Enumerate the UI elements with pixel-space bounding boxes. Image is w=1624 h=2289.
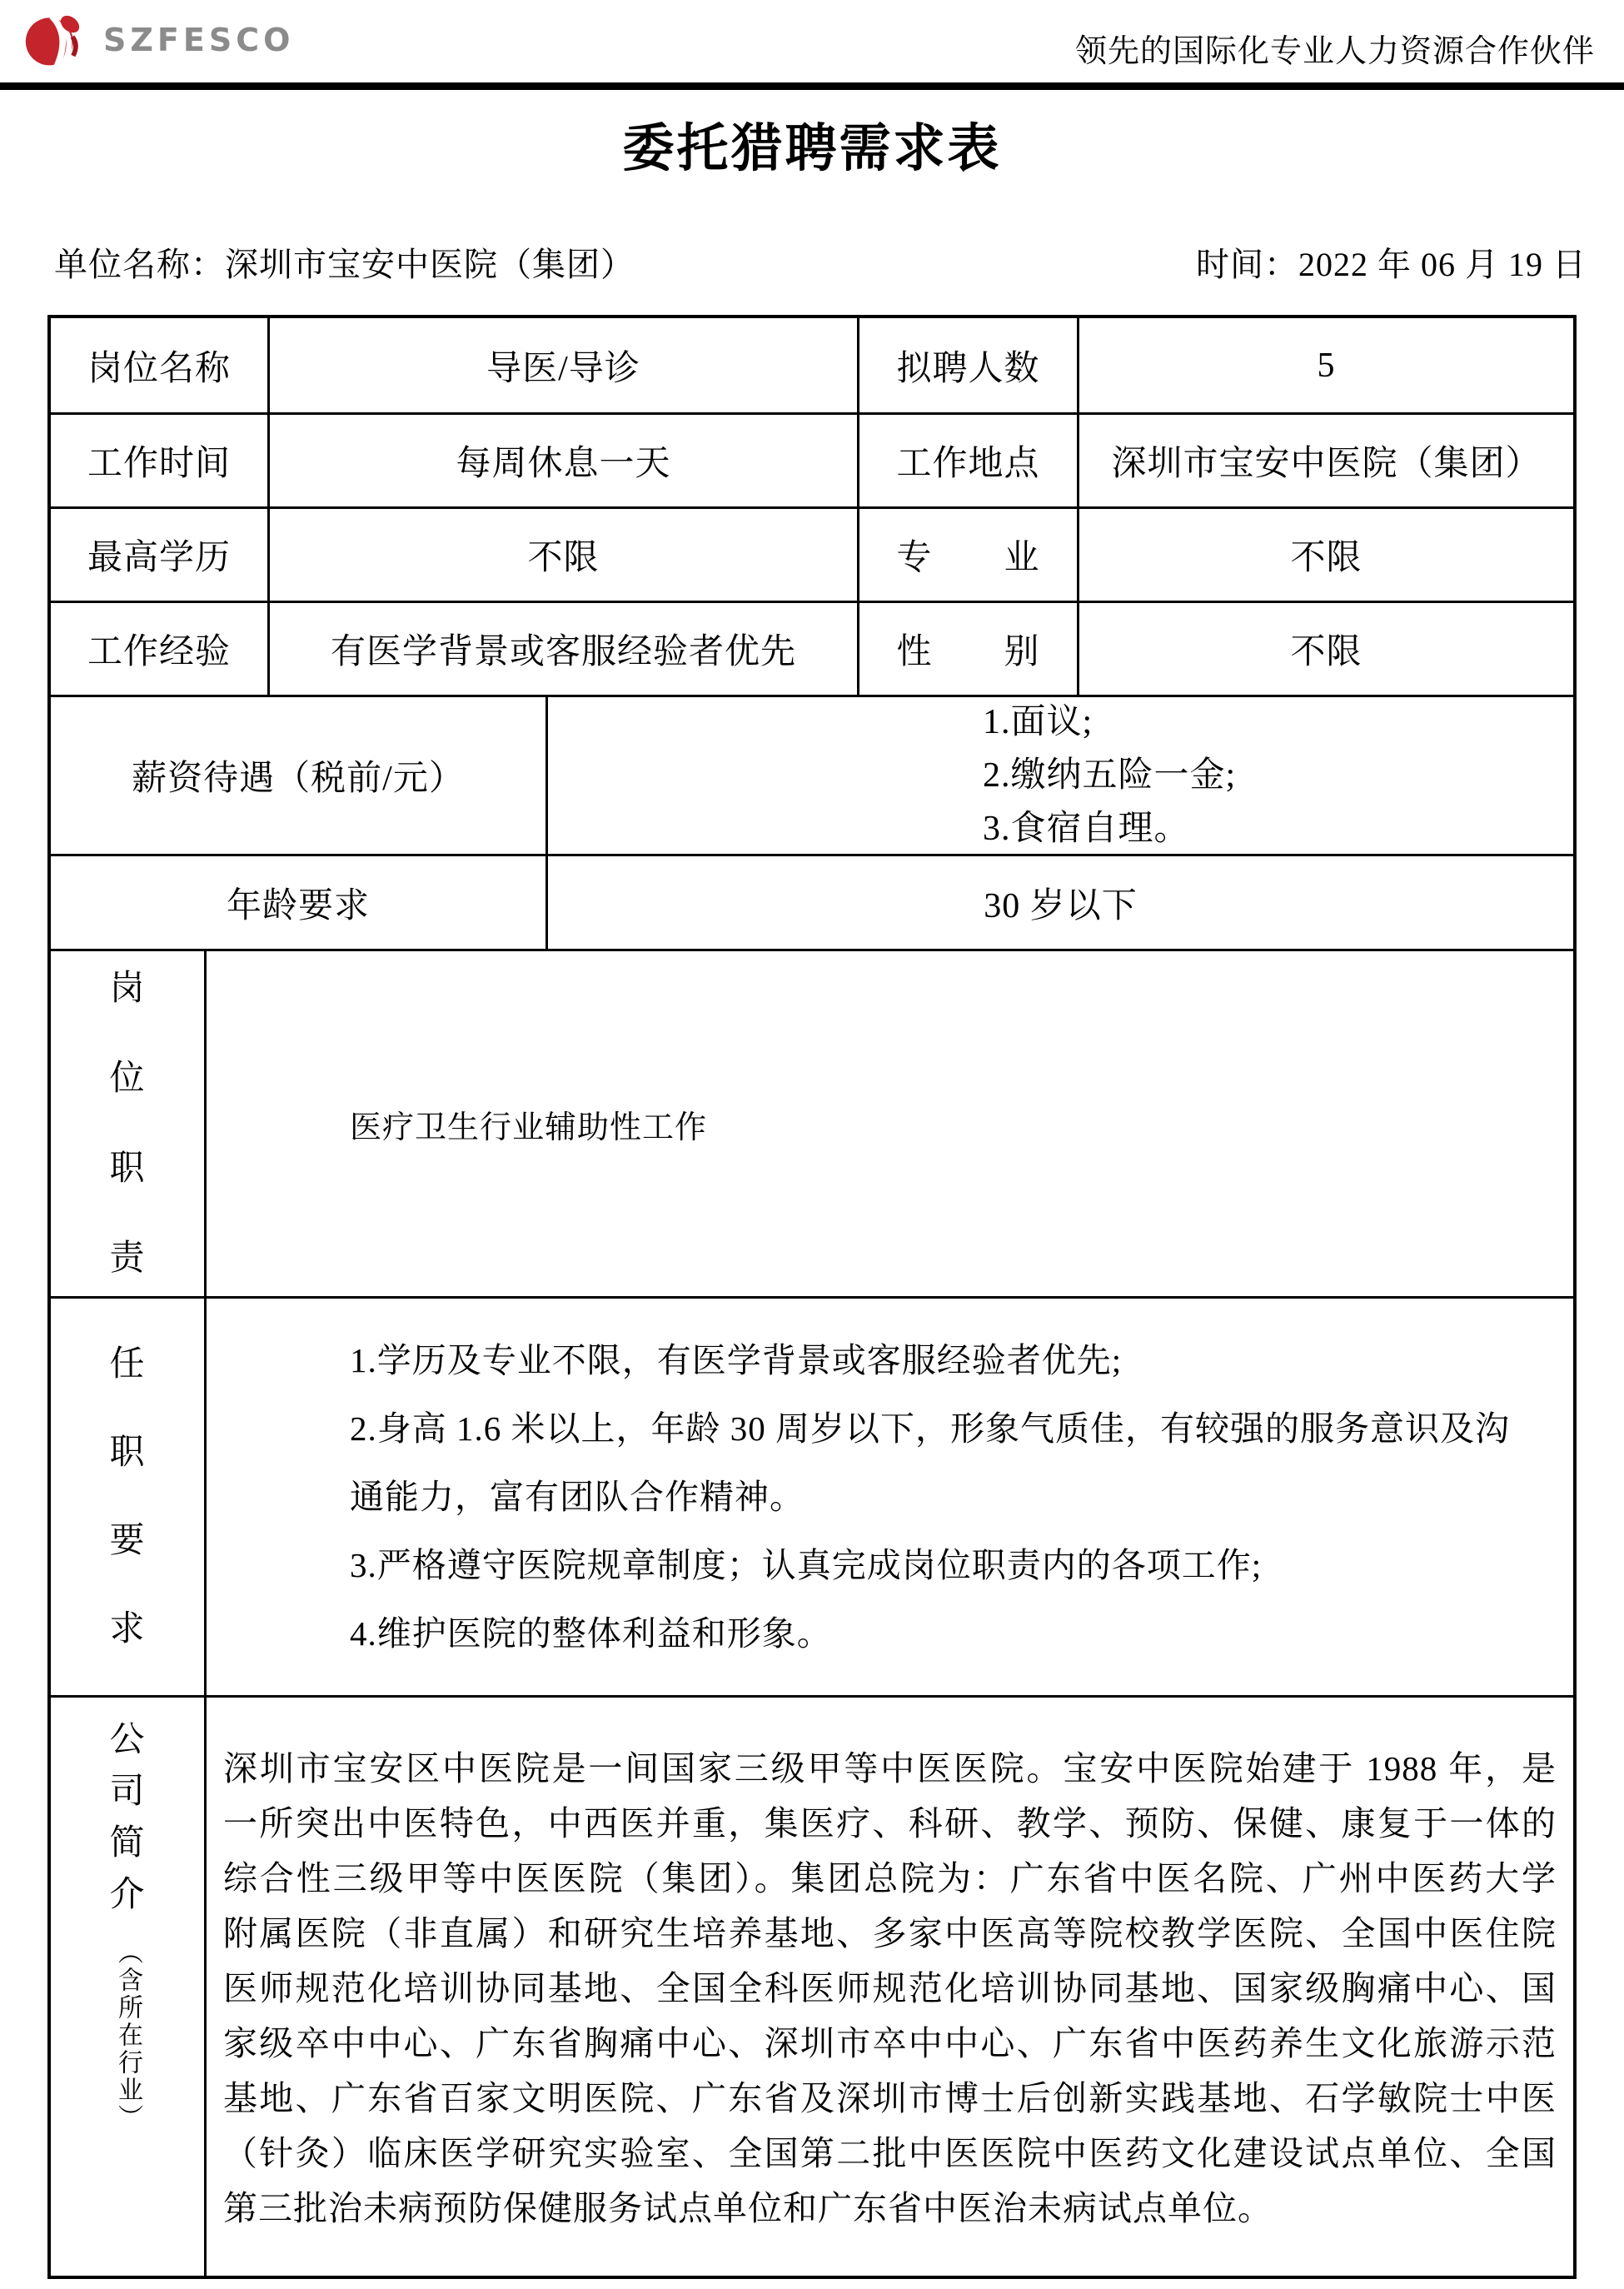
requirement-label-char: 职 <box>109 1434 146 1472</box>
duty-label-char: 职 <box>109 1149 146 1188</box>
major-label: 专 业 <box>857 509 1077 601</box>
worktime-value: 每周休息一天 <box>267 415 857 506</box>
salary-item: 1.面议; <box>983 703 1093 741</box>
requirement-line: 通能力，富有团队合作精神。 <box>350 1478 805 1516</box>
salary-item: 2.缴纳五险一金; <box>983 756 1237 795</box>
szfesco-logo-icon <box>23 8 87 72</box>
salary-label: 薪资待遇（税前/元） <box>132 760 465 798</box>
unit-name-label: 单位名称： <box>54 246 225 283</box>
headcount-value: 5 <box>1077 318 1573 412</box>
company-content <box>204 1698 1573 2276</box>
gender-value: 不限 <box>1077 603 1573 695</box>
position-name-value: 导医/导诊 <box>267 318 857 412</box>
unit-name <box>54 238 635 286</box>
duty-content: 医疗卫生行业辅助性工作 <box>204 951 1573 1296</box>
header-tagline: 领先的国际化专业人力资源合作伙伴 <box>1074 34 1595 69</box>
table-row-worktime <box>51 412 1573 506</box>
page-title: 委托猎聘需求表 <box>622 117 1002 178</box>
age-value: 30 岁以下 <box>545 856 1573 949</box>
table-row-salary <box>51 695 1573 854</box>
company-line: 综合性三级甲等中医医院（集团）。集团总院为：广东省中医名院、广州中医药大学 <box>223 1859 1557 1898</box>
requirement-table <box>47 315 1577 2279</box>
workplace-value: 深圳市宝安中医院（集团） <box>1077 415 1573 506</box>
company-line: 一所突出中医特色，中西医并重，集医疗、科研、教学、预防、保健、康复于一体的 <box>223 1804 1557 1843</box>
company-line: 基地、广东省百家文明医院、广东省及深圳市博士后创新实践基地、石学敏院士中医 <box>223 2079 1557 2117</box>
requirement-label-char: 要 <box>109 1522 146 1560</box>
workplace-label: 工作地点 <box>857 415 1077 506</box>
experience-value: 有医学背景或客服经验者优先 <box>267 603 857 695</box>
table-row-position <box>51 318 1573 412</box>
company-line: 第三批治未病预防保健服务试点单位和广东省中医治未病试点单位。 <box>223 2189 1273 2227</box>
form-date-value: 2022 年 06 月 19 日 <box>1298 246 1587 283</box>
company-label-char: 介 <box>109 1876 146 1914</box>
major-value: 不限 <box>1077 509 1573 601</box>
table-row-duty <box>51 949 1573 1296</box>
education-label: 最高学历 <box>87 539 231 577</box>
company-label-char: 司 <box>109 1773 146 1811</box>
unit-name-value: 深圳市宝安中医院（集团） <box>225 246 635 283</box>
salary-value <box>545 697 1573 854</box>
requirement-label-char: 任 <box>109 1345 146 1384</box>
company-line: （针灸）临床医学研究实验室、全国第二批中医医院中医药文化建设试点单位、全国 <box>223 2134 1557 2172</box>
header-rule <box>0 82 1624 90</box>
duty-label-char: 岗 <box>109 970 146 1008</box>
duty-label-char: 位 <box>109 1060 146 1098</box>
salary-item: 3.食宿自理。 <box>983 810 1190 848</box>
requirement-line: 4.维护医院的整体利益和形象。 <box>350 1614 832 1653</box>
gender-label: 性 别 <box>857 603 1077 695</box>
company-line: 医师规范化培训协同基地、全国全科医师规范化培训协同基地、国家级胸痛中心、国 <box>223 1969 1557 2007</box>
age-label: 年龄要求 <box>226 886 370 925</box>
company-line: 家级卒中中心、广东省胸痛中心、深圳市卒中中心、广东省中医药养生文化旅游示范 <box>223 2024 1557 2062</box>
table-row-education <box>51 506 1573 601</box>
requirement-line: 2.身高 1.6 米以上，年龄 30 周岁以下，形象气质佳，有较强的服务意识及沟 <box>350 1409 1510 1448</box>
company-line: 附属医院（非直属）和研究生培养基地、多家中医高等院校教学医院、全国中医住院 <box>223 1914 1557 1952</box>
requirement-content <box>204 1299 1573 1695</box>
company-label-char: 简 <box>109 1824 146 1863</box>
position-name-label: 岗位名称 <box>87 349 231 388</box>
worktime-label: 工作时间 <box>87 445 231 483</box>
form-date <box>1196 238 1587 286</box>
company-label <box>51 1698 204 2276</box>
education-value: 不限 <box>267 509 857 601</box>
headcount-label: 拟聘人数 <box>857 318 1077 412</box>
duty-label-char: 责 <box>109 1239 146 1278</box>
table-row-company <box>51 1695 1573 2276</box>
table-row-experience <box>51 601 1573 695</box>
form-date-label: 时间： <box>1196 246 1298 283</box>
requirement-label-char: 求 <box>109 1610 146 1648</box>
experience-label: 工作经验 <box>87 633 231 671</box>
duty-label <box>51 951 204 1296</box>
company-label-char: 公 <box>109 1721 146 1759</box>
requirement-label <box>51 1299 204 1695</box>
meta-row <box>54 238 1587 286</box>
table-row-age <box>51 854 1573 949</box>
requirement-line: 3.严格遵守医院规章制度；认真完成岗位职责内的各项工作; <box>350 1546 1263 1584</box>
brand-logo <box>23 8 294 72</box>
brand-name: SZFESCO <box>103 22 295 58</box>
company-label-suffix: （含所在行业） <box>114 1939 142 2132</box>
table-row-requirement <box>51 1296 1573 1695</box>
requirement-line: 1.学历及专业不限，有医学背景或客服经验者优先; <box>350 1341 1123 1379</box>
company-line: 深圳市宝安区中医院是一间国家三级甲等中医医院。宝安中医院始建于 1988 年，是 <box>223 1749 1557 1788</box>
